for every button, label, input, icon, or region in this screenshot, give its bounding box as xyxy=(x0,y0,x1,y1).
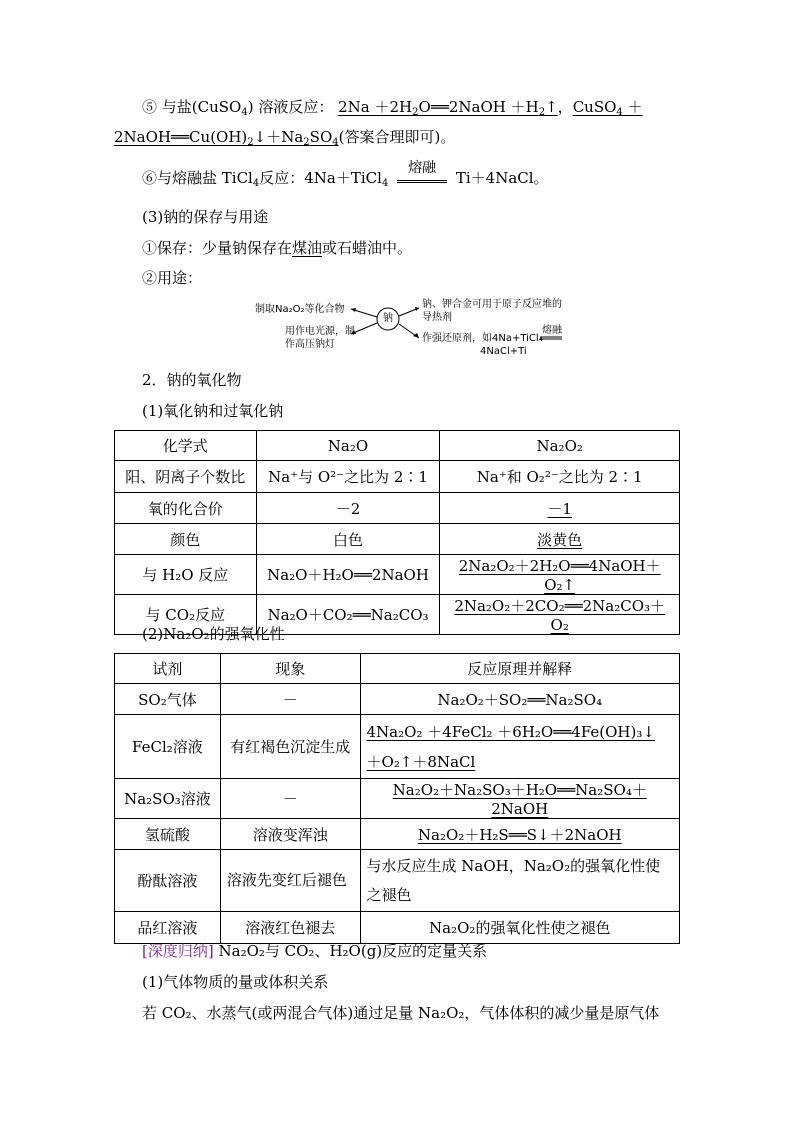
diagram-left-bottom-1: 用作电光源，制 xyxy=(285,326,355,337)
table-cell: 品红溶液 xyxy=(115,912,221,944)
table-cell: Na₂SO₃溶液 xyxy=(115,779,221,819)
paragraph-5-line2: $2NaOH══Cu(OH)_2↓+Na_2SO_4$(答案合理即可)。 xyxy=(114,128,456,148)
table-row xyxy=(115,493,680,524)
table-header-row xyxy=(115,654,680,684)
table-header-row xyxy=(115,431,680,461)
equation-cuso4-cont: $2NaOH══Cu(OH)_2↓+Na_2SO_4$ xyxy=(114,128,339,148)
diagram-right-top-2: 导热剂 xyxy=(422,312,452,323)
table-header-cell: 现象 xyxy=(220,654,360,684)
table-cell: 溶液先变红后褪色 xyxy=(220,850,360,912)
table-header-cell: 反应原理并解释 xyxy=(360,654,679,684)
table-cell: 白色 xyxy=(256,524,440,555)
table-cell: 与 H₂O 反应 xyxy=(115,555,257,595)
table-cell: － xyxy=(220,684,360,715)
table-cell: 颜色 xyxy=(115,524,257,555)
paragraph-6: ⑥与熔融盐 TiCl$_4$反应：4Na＋TiCl$_4$ 熔融 Ti＋4NaCl。 xyxy=(142,160,549,189)
table-cell: －1 xyxy=(440,493,680,524)
table-cell: Na⁺与 O²⁻之比为 2∶1 xyxy=(256,461,440,493)
table-cell: Na₂O₂＋SO₂══Na₂SO₄ xyxy=(360,684,679,715)
diagram-center: 钠 xyxy=(383,313,393,324)
table-cell: Na₂O＋CO₂══Na₂CO₃ xyxy=(256,595,440,635)
table-row xyxy=(115,850,680,912)
section-oxide-heading: 2．钠的氧化物 xyxy=(142,371,242,389)
table-row xyxy=(115,524,680,555)
table-row xyxy=(115,555,680,595)
deep-text: 若 CO₂、水蒸气(或两混合气体)通过足量 Na₂O₂，气体体积的减少量是原气体 xyxy=(142,1004,660,1022)
table-cell: 氢硫酸 xyxy=(115,819,221,850)
table-cell: Na₂O₂＋H₂S══S↓＋2NaOH xyxy=(360,819,679,850)
table-cell: Na₂O₂＋Na₂SO₃＋H₂O══Na₂SO₄＋2NaOH xyxy=(360,779,679,819)
table-cell: 4Na₂O₂ ＋4FeCl₂ ＋6H₂O══4Fe(OH)₃↓ ＋O₂↑＋8NaCl xyxy=(360,715,679,779)
table-row xyxy=(115,912,680,944)
table-header-cell: Na₂O xyxy=(256,431,440,461)
deep-summary-tag: [深度归纳] xyxy=(142,942,214,960)
oxide-table xyxy=(114,430,680,635)
diagram-right-top-1: 钠、钾合金可用于原子反应堆的 xyxy=(422,299,562,310)
table-cell: Na₂O₂的强氧化性使之褪色 xyxy=(360,912,679,944)
table-row xyxy=(115,715,680,779)
diagram-right-bottom-1: 作强还原剂，如4Na+TiCl₄ xyxy=(422,333,543,344)
subheading-2: (2)Na₂O₂的强氧化性 xyxy=(142,625,285,643)
diagram-right-bottom-2: 4NaCl+Ti xyxy=(480,346,527,357)
table-cell: 溶液变浑浊 xyxy=(220,819,360,850)
table-cell: － xyxy=(220,779,360,819)
table-cell: 阳、阴离子个数比 xyxy=(115,461,257,493)
oxidation-table xyxy=(114,653,680,944)
table-row xyxy=(115,684,680,715)
table-header-cell: 试剂 xyxy=(115,654,221,684)
diagram-left-top: 制取Na₂O₂等化合物 xyxy=(255,304,345,315)
condition-arrow: 熔融 xyxy=(397,174,447,183)
table-row xyxy=(115,819,680,850)
equation-cuso4: CuSO$_4$ ＋ xyxy=(572,98,643,118)
table-cell: －2 xyxy=(256,493,440,524)
diagram-right-bottom-cond: 熔融 xyxy=(542,325,562,336)
table-cell: 溶液红色褪去 xyxy=(220,912,360,944)
table-cell: SO₂气体 xyxy=(115,684,221,715)
storage-line: ①保存：少量钠保存在煤油或石蜡油中。 xyxy=(142,239,413,257)
table-row xyxy=(115,461,680,493)
table-cell: 酚酞溶液 xyxy=(115,850,221,912)
table-cell: Na⁺和 O₂²⁻之比为 2∶1 xyxy=(440,461,680,493)
table-cell: 氧的化合价 xyxy=(115,493,257,524)
use-line: ②用途： xyxy=(142,269,203,287)
paragraph-5-line1: ⑤ 与盐(CuSO$_4$) 溶液反应： $2Na +2H_2O══2NaOH$ $+H_2↑$，CuSO$_4$ ＋ xyxy=(142,98,643,118)
equation-na-water: $2Na +2H_2O══2NaOH$ $+H_2↑$ xyxy=(338,98,558,118)
section-3-heading: (3)钠的保存与用途 xyxy=(142,208,269,226)
diagram-left-bottom-2: 作高压钠灯 xyxy=(285,339,335,350)
table-cell: FeCl₂溶液 xyxy=(115,715,221,779)
subheading-1: (1)氧化钠和过氧化钠 xyxy=(142,402,284,420)
sodium-uses-diagram xyxy=(255,296,575,360)
table-cell: 有红褐色沉淀生成 xyxy=(220,715,360,779)
table-header-cell: Na₂O₂ xyxy=(440,431,680,461)
table-header-cell: 化学式 xyxy=(115,431,257,461)
table-cell: 与 CO₂反应 xyxy=(115,595,257,635)
table-cell: 2Na₂O₂＋2H₂O══4NaOH＋O₂↑ xyxy=(440,555,680,595)
table-cell: 淡黄色 xyxy=(440,524,680,555)
deep-subheading: (1)气体物质的量或体积关系 xyxy=(142,973,329,991)
table-cell: 与水反应生成 NaOH，Na₂O₂的强氧化性使之褪色 xyxy=(360,850,679,912)
table-cell: Na₂O＋H₂O══2NaOH xyxy=(256,555,440,595)
table-row xyxy=(115,779,680,819)
deep-summary-heading: [深度归纳] Na₂O₂与 CO₂、H₂O(g)反应的定量关系 xyxy=(142,942,488,960)
table-cell: 2Na₂O₂＋2CO₂══2Na₂CO₃＋O₂ xyxy=(440,595,680,635)
